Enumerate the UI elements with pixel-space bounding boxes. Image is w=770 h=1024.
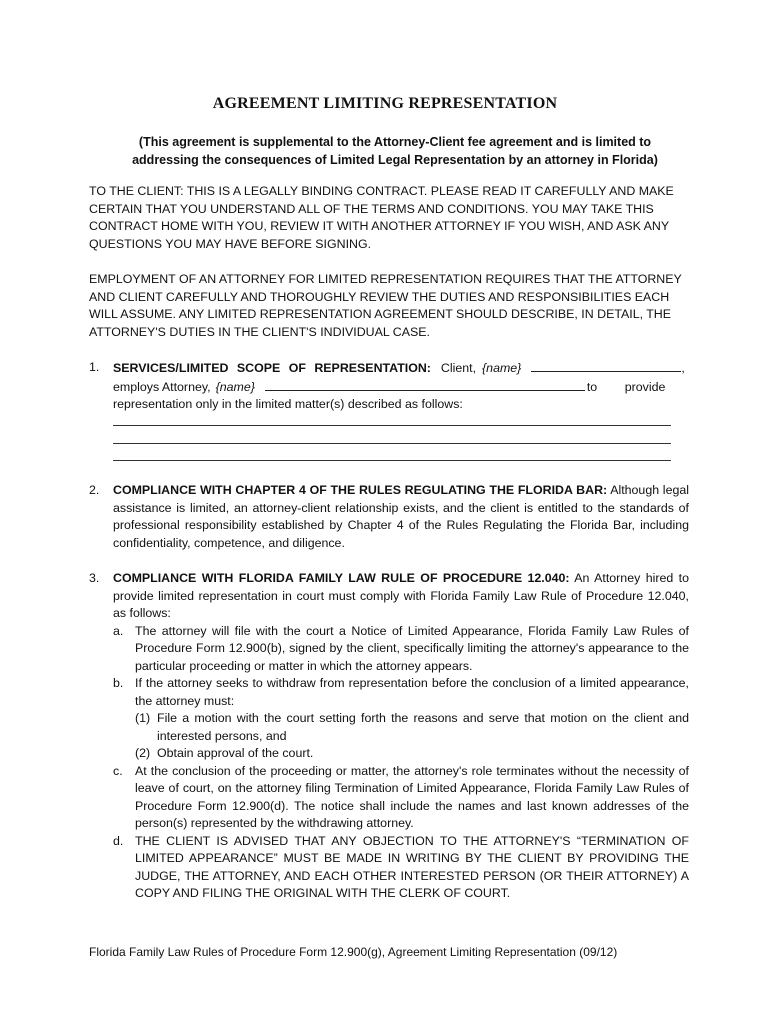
section-2 bbox=[89, 482, 689, 552]
subsection-b-1 bbox=[135, 710, 689, 745]
matter-description-line-2[interactable] bbox=[113, 443, 671, 444]
intro-paragraph-client-notice: TO THE CLIENT: THIS IS A LEGALLY BINDING CONTRACT. PLEASE READ IT CAREFULLY AND MAKE CERTAIN THAT YOU UNDERSTAND ALL OF THE TERMS AND CONDITIONS. YOU MAY TAKE THIS CONTRACT HOME WITH YOU, REVIEW IT WITH ANOTHER ATTORNEY IF YOU WISH, AND ASK ANY QUESTIONS YOU MAY HAVE BEFORE SIGNING. bbox=[89, 184, 674, 251]
section-number: 1. bbox=[89, 360, 100, 374]
subsection-text: THE CLIENT IS ADVISED THAT ANY OBJECTION TO THE ATTORNEY'S “TERMINATION OF LIMITED APPEARANCE” MUST BE MADE IN WRITING BY THE CLIENT BY PROVIDING THE JUDGE, THE ATTORNEY, AND EACH OTHER INTERESTED PERSON (OR THEIR ATTORNEY) A COPY AND FILING THE ORIGINAL WITH THE CLERK OF COURT. bbox=[135, 833, 689, 900]
subsection-b-2 bbox=[135, 745, 689, 763]
matter-description-line-3[interactable] bbox=[113, 460, 671, 461]
subsection-label: (1) bbox=[135, 711, 151, 725]
subsection-label: d. bbox=[113, 833, 124, 848]
document-subtitle: (This agreement is supplemental to the Attorney-Client fee agreement and is limited to addressing the consequences of Limited Legal Representation by an attorney in Florida) bbox=[132, 135, 658, 167]
section-3 bbox=[89, 570, 689, 903]
to-provide-text: to provide bbox=[586, 379, 666, 394]
intro-paragraph-employment: EMPLOYMENT OF AN ATTORNEY FOR LIMITED REPRESENTATION REQUIRES THAT THE ATTORNEY AND CLIENT CAREFULLY AND THOROUGHLY REVIEW THE DUTIES AND RESPONSIBILITIES EACH WILL ASSUME. ANY LIMITED REPRESENTATION AGREEMENT SHOULD DESCRIBE, IN DETAIL, THE ATTORNEY'S DUTIES IN THE CLIENT'S INDIVIDUAL CASE. bbox=[89, 272, 682, 339]
section-heading: SERVICES/LIMITED SCOPE OF REPRESENTATION: bbox=[113, 361, 431, 375]
subsection-label: (2) bbox=[135, 746, 151, 760]
subsection-text: If the attorney seeks to withdraw from representation before the conclusion of a limited appearance, the attorney must: bbox=[135, 676, 689, 708]
client-name-field[interactable] bbox=[531, 359, 681, 372]
section-heading: COMPLIANCE WITH FLORIDA FAMILY LAW RULE OF PROCEDURE 12.040: bbox=[113, 571, 570, 585]
subsection-text: The attorney will file with the court a Notice of Limited Appearance, Florida Family Law Rules of Procedure Form 12.900(b), signed by the client, specifically limiting the attorney's appearance to the particular proceeding or matter in which the attorney appears. bbox=[135, 623, 689, 673]
section-1: 1. SERVICES/LIMITED SCOPE OF REPRESENTATION: Client, {name} , employs Attorney, {name} to provide representation only in the limited matter(s) described as follows: bbox=[89, 359, 689, 414]
subsection-text: Obtain approval of the court. bbox=[157, 746, 314, 760]
section-heading: COMPLIANCE WITH CHAPTER 4 OF THE RULES REGULATING THE FLORIDA BAR: bbox=[113, 483, 608, 497]
section-text: Although legal assistance is limited, an attorney-client relationship exists, and the client is entitled to the standards of professional responsibility established by Chapter 4 of the Rules Regulating the Florida Bar, including confidentiality, competence, and diligence. bbox=[113, 483, 689, 550]
employs-attorney-label: employs Attorney, bbox=[113, 379, 211, 394]
subsection-label: b. bbox=[113, 676, 124, 690]
subsection-text: At the conclusion of the proceeding or matter, the attorney's role terminates without the necessity of leave of court, on the attorney filing Termination of Limited Appearance, Florida Family Law Rules of Procedure Form 12.900(d). The notice shall include the names and last known addresses of the person(s) represented by the withdrawing attorney. bbox=[135, 763, 689, 830]
client-name-placeholder: {name} bbox=[482, 361, 522, 375]
subsection-a bbox=[113, 623, 689, 676]
page-footer: Florida Family Law Rules of Procedure Form 12.900(g), Agreement Limiting Representation (09/12) bbox=[89, 945, 618, 959]
matter-description-line-1[interactable] bbox=[113, 425, 671, 426]
subsection-d bbox=[113, 833, 689, 903]
limited-matter-intro: representation only in the limited matter(s) described as follows: bbox=[113, 397, 463, 411]
subsection-label: a. bbox=[113, 623, 124, 638]
section-number: 3. bbox=[89, 571, 100, 585]
attorney-name-field[interactable] bbox=[265, 378, 585, 391]
section-text: An Attorney hired to provide limited representation in court must comply with Florida Family Law Rule of Procedure 12.040, as follows: bbox=[113, 571, 689, 620]
document-title: AGREEMENT LIMITING REPRESENTATION bbox=[212, 95, 558, 112]
subsection-b bbox=[113, 675, 689, 710]
subsection-label: c. bbox=[113, 763, 123, 778]
subsection-c bbox=[113, 763, 689, 833]
section-number: 2. bbox=[89, 483, 100, 497]
subsection-text: File a motion with the court setting forth the reasons and serve that motion on the client and interested persons, and bbox=[157, 711, 689, 743]
client-label: Client, bbox=[440, 361, 477, 375]
attorney-name-placeholder: {name} bbox=[215, 379, 255, 394]
